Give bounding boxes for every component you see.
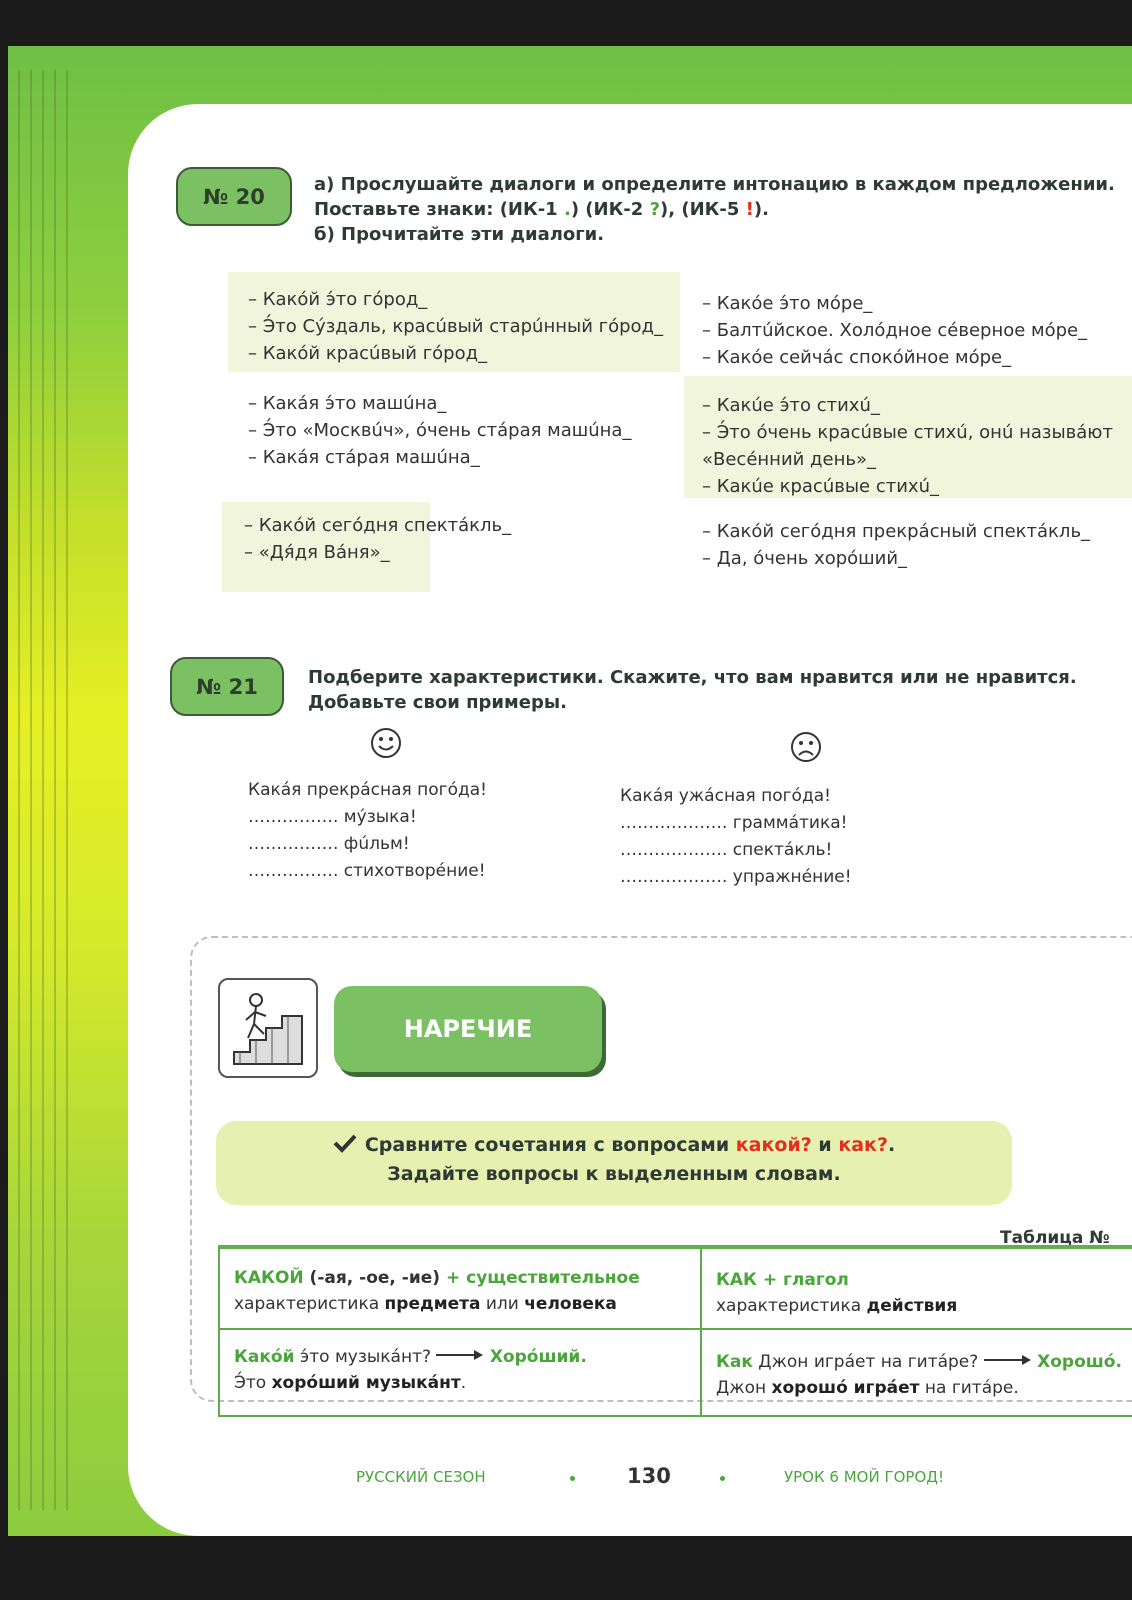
example-line: Какáя ужáсная погóда! xyxy=(620,786,831,806)
example-line: ………………. спектáкль! xyxy=(620,840,833,860)
table-divider xyxy=(220,1328,1132,1330)
dialog-line: – Какóй сегóдня прекрáсный спектáкль_ xyxy=(702,521,1091,542)
dialog-line: – Какóй красúвый гóрод_ xyxy=(248,343,488,364)
footer-book-title: РУССКИЙ СЕЗОН xyxy=(356,1468,486,1486)
dialog-line: – Балтúйское. Холóдное сéверное мóре_ xyxy=(702,320,1088,341)
page-number: 130 xyxy=(627,1464,671,1488)
example-line: Какáя прекрáсная погóда! xyxy=(248,780,487,800)
arrow-right-icon xyxy=(984,1354,1032,1366)
table-header-right: КАК + глагол характеристика действия xyxy=(716,1270,958,1316)
dialog-line: – «Дя́дя Вáня»_ xyxy=(244,542,390,563)
exercise-20-badge: № 20 xyxy=(176,167,292,226)
examples-positive xyxy=(248,777,487,885)
dialog-line: – Какáя э́то машúна_ xyxy=(248,393,447,414)
footer-dot xyxy=(570,1476,575,1481)
instr-line-2: Поставьте знаки: (ИК-1 .) (ИК-2 ?), (ИК-5 !). xyxy=(314,199,769,220)
table-divider xyxy=(700,1249,702,1415)
dialog-line: – Какáя стáрая машúна_ xyxy=(248,447,480,468)
dialog-line: – Какóе э́то мóре_ xyxy=(702,293,873,314)
example-line: ……………. мýзыка! xyxy=(248,807,417,827)
table-example-right: Как Джон игрáет на гитáре? Хорошó. Джон хорошó игрáет на гитáре. xyxy=(716,1352,1122,1398)
example-line: ……………. стихотворéние! xyxy=(248,861,486,881)
table-label: Таблица № xyxy=(1000,1228,1110,1248)
stairs-walker-icon xyxy=(218,978,318,1078)
hint-box xyxy=(216,1121,1012,1205)
instr-line-3: б) Прочитайте эти диалоги. xyxy=(314,224,605,245)
dialog-line: – Какúе э́то стихú_ xyxy=(702,395,880,416)
dialog-3 xyxy=(248,390,631,471)
exercise-21-instructions xyxy=(308,665,1077,715)
dialog-4 xyxy=(702,392,1113,500)
dialog-1 xyxy=(248,286,663,367)
dialog-2 xyxy=(702,290,1087,371)
dialog-line: – Какóй сегóдня спектáкль_ xyxy=(244,515,512,536)
checkmark-icon xyxy=(333,1133,357,1153)
exercise-21-badge: № 21 xyxy=(170,657,284,716)
instr-line-1: Подберите характеристики. Скажите, что вам нравится или не нравится. xyxy=(308,667,1077,688)
exercise-20-instructions xyxy=(314,172,1115,247)
dialog-line: – Э́то Сýздаль, красúвый старúнный гóрод_ xyxy=(248,316,663,337)
dialog-6 xyxy=(702,518,1090,572)
page-stack-edges xyxy=(8,70,78,1510)
dialog-line: – Э́то óчень красúвые стихú, онú назывáют xyxy=(702,422,1113,443)
instr-line-1: а) Прослушайте диалоги и определите интонацию в каждом предложении. xyxy=(314,174,1115,195)
hint-line-1: Сравните сочетания с вопросами какой? и как?. xyxy=(216,1133,1012,1156)
table-example-left: Какóй э́то музыкáнт? Хорóший. Э́то хорóший музыкáнт. xyxy=(234,1347,587,1393)
footer-dot xyxy=(720,1476,725,1481)
section-banner: НАРЕЧИЕ xyxy=(334,986,602,1072)
table-header-left: КАКОЙ (-ая, -ое, -ие) + существительное характеристика предмета или человека xyxy=(234,1268,640,1314)
dialog-line: – Э́то «Москвúч», óчень стáрая машúна_ xyxy=(248,420,632,441)
dialog-line: – Какóе сейчáс спокóйное мóре_ xyxy=(702,347,1012,368)
example-line: ………………. граммáтика! xyxy=(620,813,848,833)
dialog-line: – Да, óчень хорóший_ xyxy=(702,548,908,569)
hint-line-2: Задайте вопросы к выделенным словам. xyxy=(387,1163,841,1185)
dialog-line: «Весéнний день»_ xyxy=(702,449,876,470)
example-line: ………………. упражнéние! xyxy=(620,867,852,887)
example-line: ……………. фúльм! xyxy=(248,834,410,854)
smiley-sad-icon xyxy=(790,731,822,763)
arrow-right-icon xyxy=(436,1349,484,1361)
examples-negative xyxy=(620,783,852,891)
dialog-line: – Какúе красúвые стихú_ xyxy=(702,476,939,497)
comparison-table xyxy=(218,1245,1132,1417)
dialog-5 xyxy=(244,512,511,566)
footer-lesson-title: УРОК 6 МОЙ ГОРОД! xyxy=(784,1468,944,1486)
smiley-happy-icon xyxy=(370,727,402,759)
dialog-line: – Какóй э́то гóрод_ xyxy=(248,289,428,310)
instr-line-2: Добавьте свои примеры. xyxy=(308,692,567,713)
